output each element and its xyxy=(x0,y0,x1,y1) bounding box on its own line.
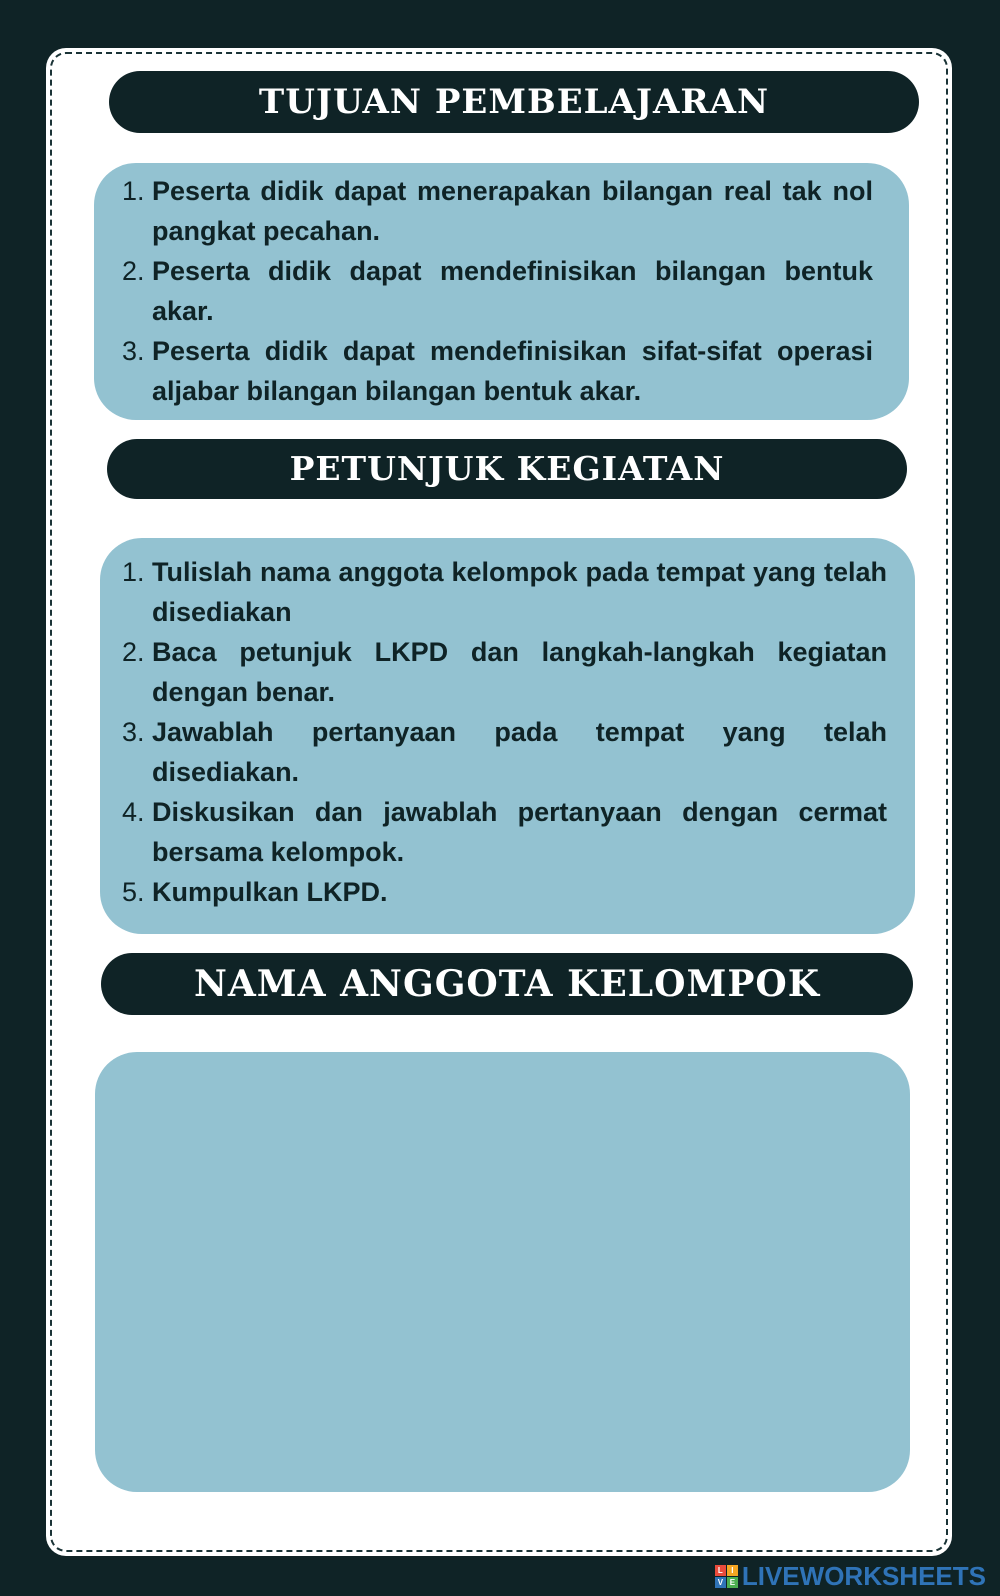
brand-name: LIVEWORKSHEETS xyxy=(741,1561,986,1591)
petunjuk-header xyxy=(107,439,907,499)
tujuan-title: TUJUAN PEMBELAJARAN xyxy=(258,82,770,122)
list-item xyxy=(122,331,873,411)
item-text: Kumpulkan LKPD. xyxy=(152,877,388,907)
nama-answer-area[interactable] xyxy=(95,1052,910,1492)
item-text: Peserta didik dapat mendefinisikan sifat-sifat operasi aljabar bilangan bilangan bentuk akar. xyxy=(152,336,873,406)
list-item xyxy=(122,712,887,792)
item-text: Baca petunjuk LKPD dan langkah-langkah kegiatan dengan benar. xyxy=(152,637,887,707)
item-text: Jawablah pertanyaan pada tempat yang telah disediakan. xyxy=(152,717,887,787)
worksheet-card xyxy=(46,48,952,1556)
list-item xyxy=(122,872,887,912)
logo-letter-l: L xyxy=(715,1565,726,1576)
list-item xyxy=(122,552,887,632)
nama-anggota-input[interactable] xyxy=(95,1052,910,1492)
tujuan-box xyxy=(94,163,909,420)
tujuan-header xyxy=(109,71,919,133)
tujuan-list xyxy=(122,171,873,411)
brand-logo-icon xyxy=(715,1565,738,1588)
petunjuk-box xyxy=(100,538,915,934)
list-item xyxy=(122,251,873,331)
item-number: 4. xyxy=(122,797,145,827)
list-item xyxy=(122,632,887,712)
logo-letter-v: V xyxy=(715,1577,726,1588)
item-text: Tulislah nama anggota kelompok pada tempat yang telah disediakan xyxy=(152,557,887,627)
nama-title: NAMA ANGGOTA KELOMPOK xyxy=(193,963,821,1005)
logo-letter-i: I xyxy=(727,1565,738,1576)
petunjuk-list xyxy=(122,552,887,912)
item-number: 1. xyxy=(122,557,145,587)
item-number: 3. xyxy=(122,336,145,366)
liveworksheets-logo[interactable] xyxy=(715,1561,986,1592)
item-text: Peserta didik dapat mendefinisikan bilangan bentuk akar. xyxy=(152,256,873,326)
item-number: 2. xyxy=(122,256,145,286)
nama-header xyxy=(101,953,913,1015)
item-number: 1. xyxy=(122,176,145,206)
item-number: 5. xyxy=(122,877,145,907)
item-number: 2. xyxy=(122,637,145,667)
item-text: Peserta didik dapat menerapakan bilangan real tak nol pangkat pecahan. xyxy=(152,176,873,246)
petunjuk-title: PETUNJUK KEGIATAN xyxy=(289,449,725,488)
list-item xyxy=(122,792,887,872)
logo-letter-e: E xyxy=(727,1577,738,1588)
item-text: Diskusikan dan jawablah pertanyaan dengan cermat bersama kelompok. xyxy=(152,797,887,867)
item-number: 3. xyxy=(122,717,145,747)
list-item xyxy=(122,171,873,251)
